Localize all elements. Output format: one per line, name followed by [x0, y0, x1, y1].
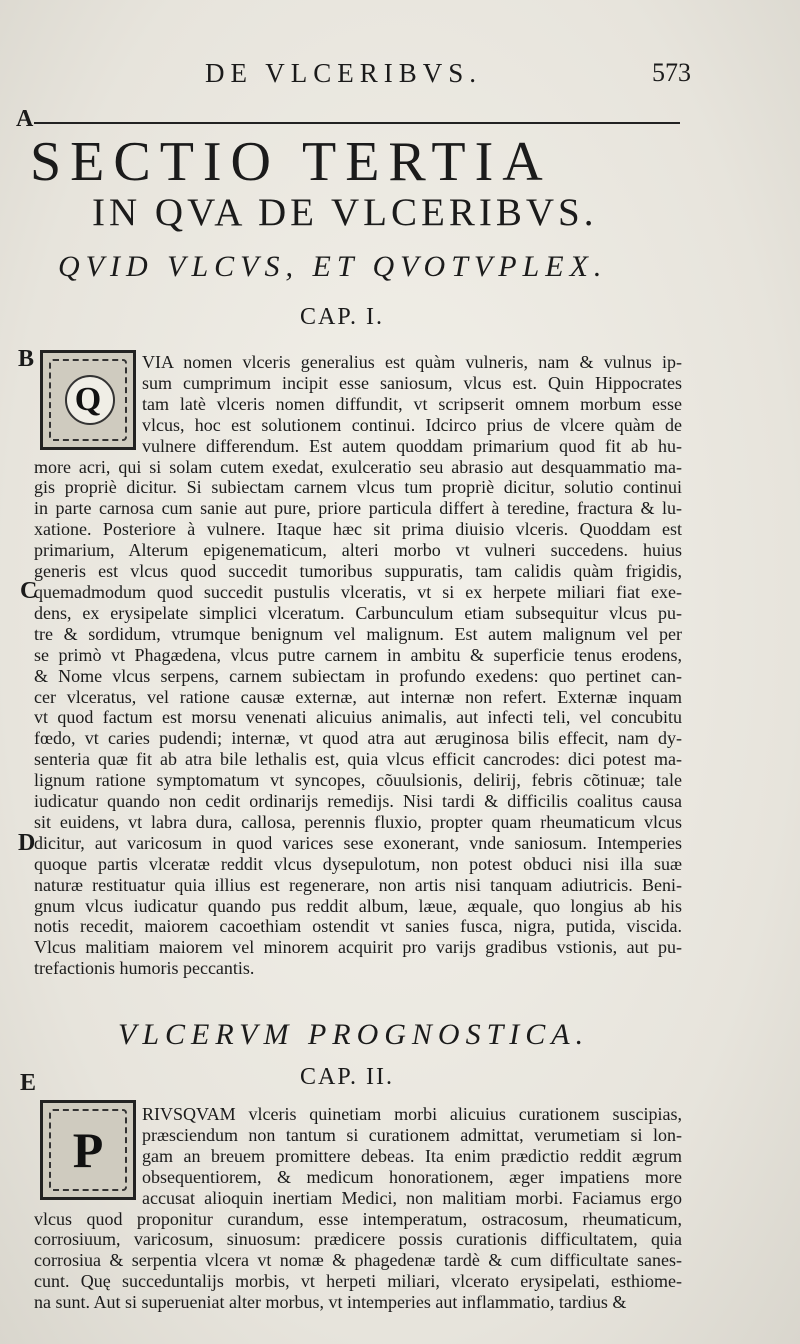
margin-letter-d: D: [18, 830, 36, 856]
text-line: gam an breuem promittere debeas. Ita enim prædictio reddit ægrum: [142, 1145, 682, 1166]
text-line: fœdo, vt caries pudendi; internæ, vt quod atra aut æruginosa bilis effecit, nam dy-: [34, 728, 682, 749]
chapter2-paragraph: [34, 1104, 682, 1313]
margin-letter-c: C: [20, 578, 38, 604]
text-line: more acri, qui si solam cutem exedat, exulceratio seu abrasio aut desquammatio ma-: [34, 456, 682, 477]
text-line: RIVSQVAM vlceris quinetiam morbi alicuius curationem suscipias,: [142, 1104, 682, 1124]
text-line: corrosiua & serpentia vlcera vt nomæ & phagedenæ tardè & cum difficultate sanes-: [34, 1250, 682, 1271]
text-line: sit euidens, vt labra dura, callosa, perennis fluxio, propter quam rheumaticum vlcus: [34, 811, 682, 832]
running-head-title: DE VLCERIBVS.: [205, 58, 483, 88]
text-line: gis propriè dicitur. Si subiectam carnem vlcus tum propriè dicitur, solutio continui: [34, 477, 682, 498]
page-number: 573: [652, 58, 691, 87]
initial-letter: P: [72, 1122, 104, 1178]
text-line: cer vlceratus, vel ratione causæ externæ, aut internæ non refert. Externæ inquam: [34, 686, 682, 707]
text-line: se primò vt Phagædena, vlcus putre carnem in ambitu & superficie tenus erodens,: [34, 644, 682, 665]
running-head: [0, 58, 800, 92]
chapter1-paragraph: [34, 352, 682, 979]
text-line: dicitur, aut varicosum in quod varices sese exonerant, vnde saniosum. Intemperies: [34, 832, 682, 853]
margin-letter-e: E: [20, 1070, 37, 1096]
text-line: in parte carnosa cum sanie aut pure, priore particula differt à teredine, fractura & lu-: [34, 498, 682, 519]
initial-letter: Q: [74, 381, 102, 418]
margin-letter-a: A: [16, 106, 34, 132]
text-line: Vlcus malitiam maiorem vel minorem acquirit pro varijs gradibus vstionis, aut pu-: [34, 937, 682, 958]
text-line: primarium, Alterum epigenematicum, alteri morbo vt vulneri succedens. huius: [34, 540, 682, 561]
section-title: SECTIO TERTIA: [30, 131, 552, 193]
text-line: generis est vlcus quod succedit tumoribus suppuratis, tam calidis quàm frigidis,: [34, 561, 682, 582]
text-line: VIA nomen vlceris generalius est quàm vulneris, nam & vulnus ip-: [142, 352, 682, 372]
text-line: & Nome vlcus serpens, carnem subiectam in profundo exedens: quo pertinet can-: [34, 665, 682, 686]
chapter1-heading: QVID VLCVS, ET QVOTVPLEX.: [58, 250, 608, 283]
text-line: gnum vlcus iudicatur quando pus reddit album, læue, æquale, quo longius ab his: [34, 895, 682, 916]
text-line: quoque partis vlceratæ reddit vlcus dysepulotum, non potest obduci nisi illa suæ: [34, 853, 682, 874]
text-line: lignum ratione symptomatum vt syncopes, cõuulsionis, delirij, febris cõtinuæ; tale: [34, 770, 682, 791]
text-line: iudicatur quando non cedit ordinarijs remedijs. Nisi tardi & difficilis coalitus causa: [34, 791, 682, 812]
chapter2-cap: CAP. II.: [300, 1064, 395, 1090]
text-line: xatione. Posteriore à vulnere. Itaque hæc sit prima diuisio vlceris. Quoddam est: [34, 519, 682, 540]
text-line: tre & sordidum, vtrumque benignum vel malignum. Est autem malignum vel per: [34, 623, 682, 644]
text-line: notis recedit, maiorem cacoethiam ostendit vt sanies fusca, nigra, putida, viscida.: [34, 916, 682, 937]
text-line: cunt. Quę succeduntalijs morbis, vt herpeti miliari, vlcerato erysipelati, esthiome-: [34, 1271, 682, 1292]
text-line: sum cumprimum incipit esse saniosum, vlcus est. Quin Hippocrates: [142, 372, 682, 393]
text-line: naturæ restituatur quia illius est regenerare, non artis nisi tanquam adiutricis. Beni-: [34, 874, 682, 895]
text-line: tam latè vlceris nomen diffundit, vt scripserit omnem morbum esse: [142, 393, 682, 414]
header-rule: [34, 122, 680, 124]
text-line: senteria quæ fit ab atra bile lethalis est, quia vlcus efficit cancrodes: dici potest ma-: [34, 749, 682, 770]
text-line: quemadmodum quod succedit pustulis vlceratis, vt si ex herpete miliari fiat exe-: [34, 581, 682, 602]
text-line: obsequentiorem, & medicum honorationem, æger impatiens more: [142, 1166, 682, 1187]
text-line: dens, ex erysipelate simplici vlceratum. Carbunculum etiam subsequitur vlcus pu-: [34, 602, 682, 623]
text-line: vt quod factum est morsu venenati alicuius animalis, aut infecti teli, vel concubitu: [34, 707, 682, 728]
section-subtitle: IN QVA DE VLCERIBVS.: [92, 191, 598, 234]
text-line: præsciendum non tantum si curationem admittat, verumetiam si lon-: [142, 1124, 682, 1145]
text-line: vlcus, hoc est solutionem continui. Idcirco prius de vlcere quàm de: [142, 414, 682, 435]
text-line: na sunt. Aut si superueniat alter morbus, vt intemperies aut inflammatio, tardius &: [34, 1292, 627, 1313]
text-line: vulnere differendum. Est autem quoddam primarium quod fit ab hu-: [142, 435, 682, 456]
chapter2-heading: VLCERVM PROGNOSTICA.: [118, 1018, 590, 1051]
text-line: corrosiuum, varicosum, sinuosum: prædicere possis curationis difficultatem, quia: [34, 1229, 682, 1250]
text-line: accusat alioquin inertiam Medici, non malitiam morbi. Faciamus ergo: [142, 1187, 682, 1208]
text-line: trefactionis humoris peccantis.: [34, 958, 255, 979]
text-line: vlcus quod proponitur curandum, esse intemperatum, ostracosum, rheumaticum,: [34, 1208, 682, 1229]
chapter1-cap: CAP. I.: [300, 304, 385, 330]
margin-letter-b: B: [18, 346, 35, 372]
